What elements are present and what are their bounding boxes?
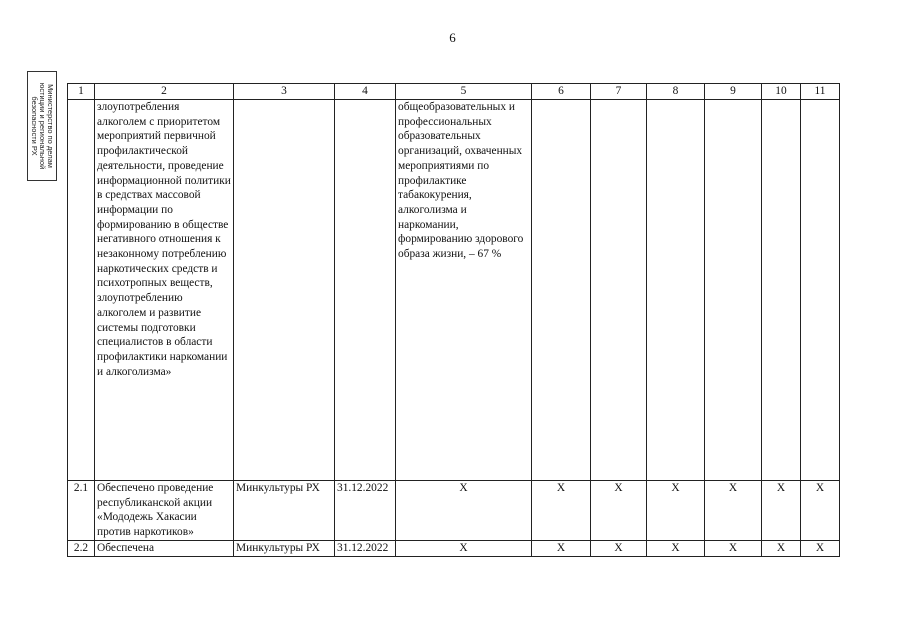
- row-mark: Х: [801, 481, 840, 541]
- row-mark: Х: [762, 540, 801, 556]
- continuation-text-col2: злоупотребления алкоголем с приоритетом мероприятий первичной профилактической деятельности, проведение информационной политики в средствах массовой информации по формированию в обществе негативного отношения к незаконному потреблению наркотических средств и психотропных веществ, злоупотреблению алкоголем и развитие системы подготовки специалистов в области профилактики наркомании и алкоголизма»: [95, 100, 234, 481]
- table-cell: [705, 100, 762, 481]
- table-cell: [591, 100, 647, 481]
- row-mark: Х: [705, 481, 762, 541]
- table-cell: [532, 100, 591, 481]
- row-description: Обеспечено проведение республиканской акции «Мододежь Хакасии против наркотиков»: [95, 481, 234, 541]
- table-cell: [762, 100, 801, 481]
- row-mark: Х: [591, 481, 647, 541]
- header-cell: 6: [532, 84, 591, 100]
- row-mark: Х: [801, 540, 840, 556]
- page-number: 6: [449, 30, 456, 45]
- row-mark: Х: [762, 481, 801, 541]
- row-mark: Х: [532, 540, 591, 556]
- row-mark: Х: [396, 481, 532, 541]
- row-mark: Х: [396, 540, 532, 556]
- header-cell: 8: [647, 84, 705, 100]
- continuation-text-col5: общеобразовательных и профессиональных образовательных организаций, охваченных мероприятиями по профилактике табакокурения, алкоголизма и наркомании, формированию здорового образа жизни, – 67 %: [396, 100, 532, 481]
- header-cell: 4: [335, 84, 396, 100]
- table-row: [68, 481, 840, 541]
- header-cell: 2: [95, 84, 234, 100]
- header-cell: 5: [396, 84, 532, 100]
- row-mark: Х: [647, 481, 705, 541]
- table-cell: [647, 100, 705, 481]
- table-cell: [68, 100, 95, 481]
- header-row: [68, 84, 840, 100]
- header-cell: 3: [234, 84, 335, 100]
- row-date: 31.12.2022: [335, 540, 396, 556]
- row-mark: Х: [532, 481, 591, 541]
- header-cell: 11: [801, 84, 840, 100]
- table-cell: [234, 100, 335, 481]
- table-row: [68, 540, 840, 556]
- row-executor: Минкультуры РХ: [234, 540, 335, 556]
- header-cell: 9: [705, 84, 762, 100]
- table-cell: [801, 100, 840, 481]
- row-mark: Х: [705, 540, 762, 556]
- row-number: 2.1: [68, 481, 95, 541]
- header-cell: 7: [591, 84, 647, 100]
- table-cell: [335, 100, 396, 481]
- row-mark: Х: [647, 540, 705, 556]
- row-mark: Х: [591, 540, 647, 556]
- row-description: Обеспечена: [95, 540, 234, 556]
- plan-table: [67, 83, 840, 557]
- row-date: 31.12.2022: [335, 481, 396, 541]
- continuation-row: [68, 100, 840, 481]
- header-cell: 10: [762, 84, 801, 100]
- row-executor: Минкультуры РХ: [234, 481, 335, 541]
- ministry-stamp: [27, 71, 57, 181]
- stamp-text: Министерство по делам юстиции и региональной безопасности РХ: [30, 82, 55, 170]
- header-cell: 1: [68, 84, 95, 100]
- row-number: 2.2: [68, 540, 95, 556]
